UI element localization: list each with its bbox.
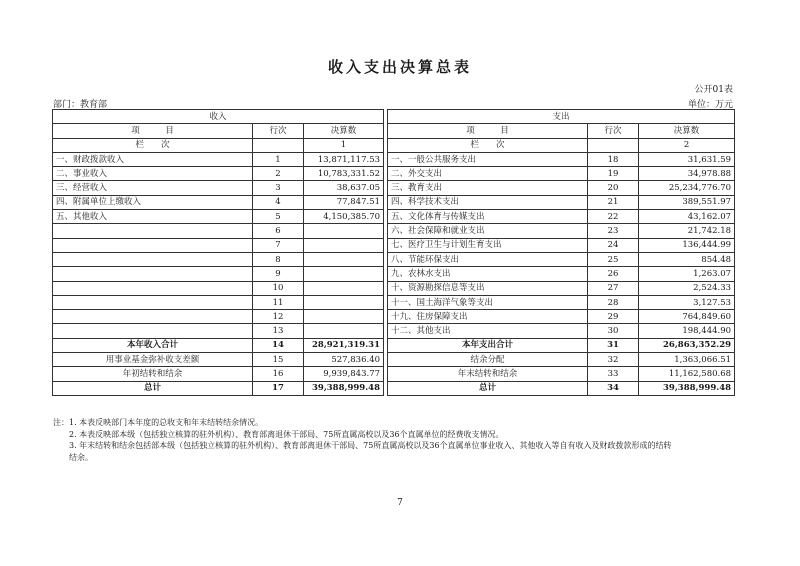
expense-item-name: 十九、住房保障支出: [388, 310, 588, 324]
income-row-number: 16: [253, 367, 304, 381]
income-item-name: 一、财政拨款收入: [53, 152, 253, 166]
table-row: [53, 252, 735, 266]
expense-row-number: 22: [588, 210, 639, 224]
table-row: [53, 167, 735, 181]
expense-item-name: 九、农林水支出: [388, 267, 588, 281]
income-rowno-header: 行次: [253, 124, 304, 138]
table-row: [53, 295, 735, 309]
table-row: [53, 267, 735, 281]
income-item-name: 用事业基金弥补收支差额: [53, 353, 253, 367]
income-amount: 10,783,331.52: [304, 167, 384, 181]
expense-row-number: 18: [588, 152, 639, 166]
income-amount-header: 决算数: [304, 124, 384, 138]
expense-item-name: 十一、国土海洋气象等支出: [388, 295, 588, 309]
expense-amount: 11,162,580.68: [639, 367, 735, 381]
income-item-name: [53, 224, 253, 238]
income-row-number: 7: [253, 238, 304, 252]
expense-row-number: 25: [588, 252, 639, 266]
expense-item-name: 本年支出合计: [388, 338, 588, 352]
income-row-number: 1: [253, 152, 304, 166]
expense-item-header: 项 目: [388, 124, 588, 138]
expense-amount: 26,863,352.29: [639, 338, 735, 352]
income-row-number: 5: [253, 210, 304, 224]
income-amount: [304, 224, 384, 238]
expense-item-name: 十二、其他支出: [388, 324, 588, 338]
expense-amount: 136,444.99: [639, 238, 735, 252]
table-row: [53, 338, 735, 352]
table-row: [53, 210, 735, 224]
expense-amount: 198,444.90: [639, 324, 735, 338]
income-expense-table: [52, 109, 735, 396]
table-row: [53, 310, 735, 324]
expense-row-number: 33: [588, 367, 639, 381]
expense-item-name: 六、社会保障和就业支出: [388, 224, 588, 238]
department-label: 部门：教育部: [53, 100, 108, 110]
income-item-name: 二、事业收入: [53, 167, 253, 181]
income-item-name: 五、其他收入: [53, 210, 253, 224]
income-item-name: [53, 295, 253, 309]
expense-lanci-label: 栏 次: [388, 138, 588, 152]
income-row-number: 6: [253, 224, 304, 238]
expense-amount: 1,263.07: [639, 267, 735, 281]
income-item-header: 项 目: [53, 124, 253, 138]
income-amount: [304, 295, 384, 309]
expense-item-name: 一、一般公共服务支出: [388, 152, 588, 166]
table-row: [53, 195, 735, 209]
expense-row-number: 29: [588, 310, 639, 324]
income-row-number: 8: [253, 252, 304, 266]
expense-row-number: 28: [588, 295, 639, 309]
form-number: 公开01表: [694, 85, 733, 95]
table-row: [53, 324, 735, 338]
expense-amount: 3,127.53: [639, 295, 735, 309]
income-amount: 527,836.40: [304, 353, 384, 367]
expense-row-number: 31: [588, 338, 639, 352]
income-amount: [304, 310, 384, 324]
table-row: [53, 281, 735, 295]
expense-row-number: 32: [588, 353, 639, 367]
expense-row-number: 20: [588, 181, 639, 195]
expense-column-number: 2: [639, 138, 735, 152]
table-row: [53, 224, 735, 238]
expense-item-name: 年末结转和结余: [388, 367, 588, 381]
income-column-number: 1: [304, 138, 384, 152]
expense-row-number: 19: [588, 167, 639, 181]
income-amount: 9,939,843.77: [304, 367, 384, 381]
income-item-name: [53, 267, 253, 281]
income-row-number: 10: [253, 281, 304, 295]
income-row-number: 17: [253, 381, 304, 395]
expense-amount-header: 决算数: [639, 124, 735, 138]
income-amount: 39,388,999.48: [304, 381, 384, 395]
note-2: 2. 本表反映部本级（包括独立核算的驻外机构）、教育部离退休干部局、75所直属高校以及36个直属单位的经费收支情况。: [69, 429, 504, 439]
table-row: [53, 238, 735, 252]
income-item-name: [53, 324, 253, 338]
income-amount: 38,637.05: [304, 181, 384, 195]
expense-item-name: 七、医疗卫生与计划生育支出: [388, 238, 588, 252]
expense-amount: 854.48: [639, 252, 735, 266]
income-item-name: 总计: [53, 381, 253, 395]
income-amount: [304, 324, 384, 338]
income-row-number: 15: [253, 353, 304, 367]
expense-row-number: 34: [588, 381, 639, 395]
expense-row-number: 24: [588, 238, 639, 252]
expense-row-number: 27: [588, 281, 639, 295]
income-item-name: 四、附属单位上缴收入: [53, 195, 253, 209]
income-row-number: 9: [253, 267, 304, 281]
income-amount: [304, 238, 384, 252]
footnotes: [53, 417, 743, 463]
income-row-number: 12: [253, 310, 304, 324]
table-row: [53, 152, 735, 166]
income-amount: [304, 267, 384, 281]
income-row-number: 13: [253, 324, 304, 338]
income-section-header: 收入: [53, 110, 384, 124]
income-amount: 13,871,117.53: [304, 152, 384, 166]
note-3-continued: 结余。: [69, 452, 93, 462]
income-amount: 4,150,385.70: [304, 210, 384, 224]
income-row-number: 3: [253, 181, 304, 195]
expense-item-name: 三、教育支出: [388, 181, 588, 195]
income-row-number: 11: [253, 295, 304, 309]
expense-amount: 1,363,066.51: [639, 353, 735, 367]
expense-amount: 34,978.88: [639, 167, 735, 181]
table-row: [53, 381, 735, 395]
expense-row-number: 21: [588, 195, 639, 209]
expense-item-name: 十、资源勘探信息等支出: [388, 281, 588, 295]
income-item-name: [53, 310, 253, 324]
income-amount: [304, 281, 384, 295]
income-lanci-label: 栏 次: [53, 138, 253, 152]
expense-item-name: 五、文化体育与传媒支出: [388, 210, 588, 224]
page-title: 收入支出决算总表: [327, 58, 472, 76]
expense-amount: 39,388,999.48: [639, 381, 735, 395]
expense-rowno-header: 行次: [588, 124, 639, 138]
income-row-number: 2: [253, 167, 304, 181]
income-amount: 77,847.51: [304, 195, 384, 209]
expense-section-header: 支出: [388, 110, 735, 124]
note-3: 3. 年末结转和结余包括部本级（包括独立核算的驻外机构）、教育部离退休干部局、75所直属高校以及36个直属单位事业收入、其他收入等自有收入及财政拨款形成的结转: [69, 441, 672, 450]
expense-item-name: 结余分配: [388, 353, 588, 367]
expense-item-name: 四、科学技术支出: [388, 195, 588, 209]
note-1: 注：1. 本表反映部门本年度的总收支和年末结转结余情况。: [53, 418, 264, 427]
expense-amount: 25,234,776.70: [639, 181, 735, 195]
income-item-name: 年初结转和结余: [53, 367, 253, 381]
table-row: [53, 353, 735, 367]
expense-item-name: 二、外交支出: [388, 167, 588, 181]
income-row-number: 14: [253, 338, 304, 352]
income-item-name: 本年收入合计: [53, 338, 253, 352]
income-amount: 28,921,319.31: [304, 338, 384, 352]
table-row: [53, 367, 735, 381]
expense-amount: 43,162.07: [639, 210, 735, 224]
expense-amount: 389,551.97: [639, 195, 735, 209]
expense-amount: 2,524.33: [639, 281, 735, 295]
expense-item-name: 八、节能环保支出: [388, 252, 588, 266]
income-row-number: 4: [253, 195, 304, 209]
unit-label: 单位：万元: [687, 100, 733, 110]
income-item-name: 三、经营收入: [53, 181, 253, 195]
expense-row-number: 26: [588, 267, 639, 281]
expense-amount: 21,742.18: [639, 224, 735, 238]
income-item-name: [53, 252, 253, 266]
expense-amount: 31,631.59: [639, 152, 735, 166]
expense-row-number: 23: [588, 224, 639, 238]
expense-item-name: 总计: [388, 381, 588, 395]
expense-row-number: 30: [588, 324, 639, 338]
income-amount: [304, 252, 384, 266]
expense-amount: 764,849.60: [639, 310, 735, 324]
income-item-name: [53, 238, 253, 252]
income-item-name: [53, 281, 253, 295]
page-number: 7: [397, 498, 403, 508]
table-row: [53, 181, 735, 195]
